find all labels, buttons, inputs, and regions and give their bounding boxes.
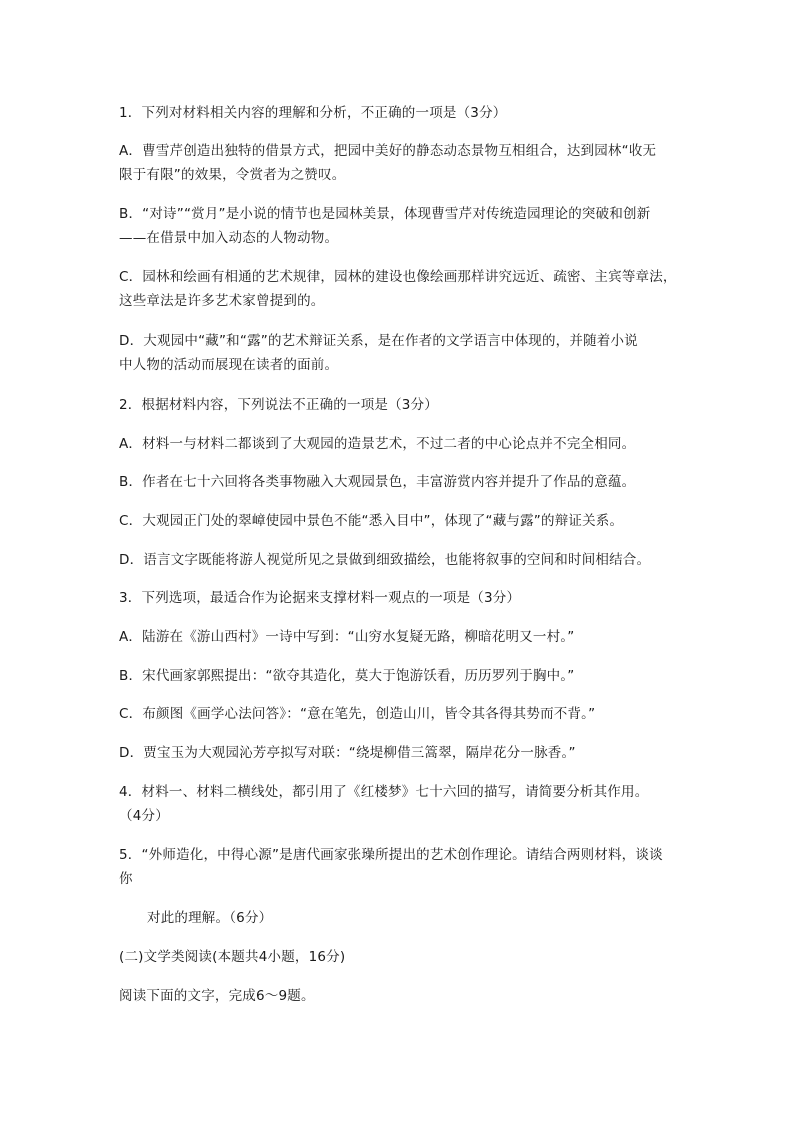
- question-4-line-2: （4分）: [119, 808, 169, 824]
- question-3-option-b: B．宋代画家郭熙提出：“欲夺其造化，莫大于饱游饫看，历历罗列于胸中。”: [119, 668, 575, 684]
- question-5-line-2: 你: [119, 871, 133, 887]
- question-1-option-c-line-1: C．园林和绘画有相通的艺术规律，园林的建设也像绘画那样讲究远近、疏密、主宾等章法，: [119, 269, 677, 285]
- question-1-option-b-line-1: B．“对诗”“赏月”是小说的情节也是园林美景，体现曹雪芹对传统造园理论的突破和创新: [119, 206, 651, 222]
- question-3-option-a: A．陆游在《游山西村》一诗中写到：“山穷水复疑无路，柳暗花明又一村。”: [119, 629, 575, 645]
- question-1-option-d-line-1: D．大观园中“藏”和“露”的艺术辩证关系，是在作者的文学语言中体现的，并随着小说: [119, 333, 638, 349]
- question-1-option-b-line-2: ——在借景中加入动态的人物动物。: [119, 230, 339, 246]
- question-3-option-d: D．贾宝玉为大观园沁芳亭拟写对联：“绕堤柳借三篙翠，隔岸花分一脉香。”: [119, 745, 576, 761]
- question-1-option-a-line-1: A．曹雪芹创造出独特的借景方式，把园中美好的静态动态景物互相组合，达到园林“收无: [119, 143, 657, 159]
- question-2-option-d: D．语言文字既能将游人视觉所见之景做到细致描绘，也能将叙事的空间和时间相结合。: [119, 552, 651, 568]
- question-3-option-c: C．布颜图《画学心法问答》：“意在笔先，创造山川，皆令其各得其势而不背。”: [119, 706, 596, 722]
- question-1-option-c-line-2: 这些章法是许多艺术家曾提到的。: [119, 293, 325, 309]
- question-1-option-a-line-2: 限于有限”的效果，令赏者为之赞叹。: [119, 167, 346, 183]
- question-5-line-3: 对此的理解。（6分）: [147, 910, 273, 926]
- section-2-heading: (二)文学类阅读(本题共4小题，16分): [119, 949, 346, 965]
- question-2-option-a: A．材料一与材料二都谈到了大观园的造景艺术，不过二者的中心论点并不完全相同。: [119, 436, 636, 452]
- question-3-stem: 3．下列选项，最适合作为论据来支撑材料一观点的一项是（3分）: [119, 590, 521, 606]
- question-4-line-1: 4．材料一、材料二横线处，都引用了《红楼梦》七十六回的描写，请简要分析其作用。: [119, 784, 649, 800]
- question-2-stem: 2．根据材料内容，下列说法不正确的一项是（3分）: [119, 397, 438, 413]
- question-2-option-c: C．大观园正门处的翠嶂使园中景色不能“悉入目中”，体现了“藏与露”的辩证关系。: [119, 513, 624, 529]
- question-1-option-d-line-2: 中人物的活动而展现在读者的面前。: [119, 357, 339, 373]
- question-1-stem: 1．下列对材料相关内容的理解和分析，不正确的一项是（3分）: [119, 105, 507, 121]
- section-2-instruction: 阅读下面的文字，完成6～9题。: [119, 988, 315, 1004]
- question-5-line-1: 5．“外师造化，中得心源”是唐代画家张璪所提出的艺术创作理论。请结合两则材料，谈谈: [119, 847, 663, 863]
- question-2-option-b: B．作者在七十六回将各类事物融入大观园景色，丰富游赏内容并提升了作品的意蕴。: [119, 474, 636, 490]
